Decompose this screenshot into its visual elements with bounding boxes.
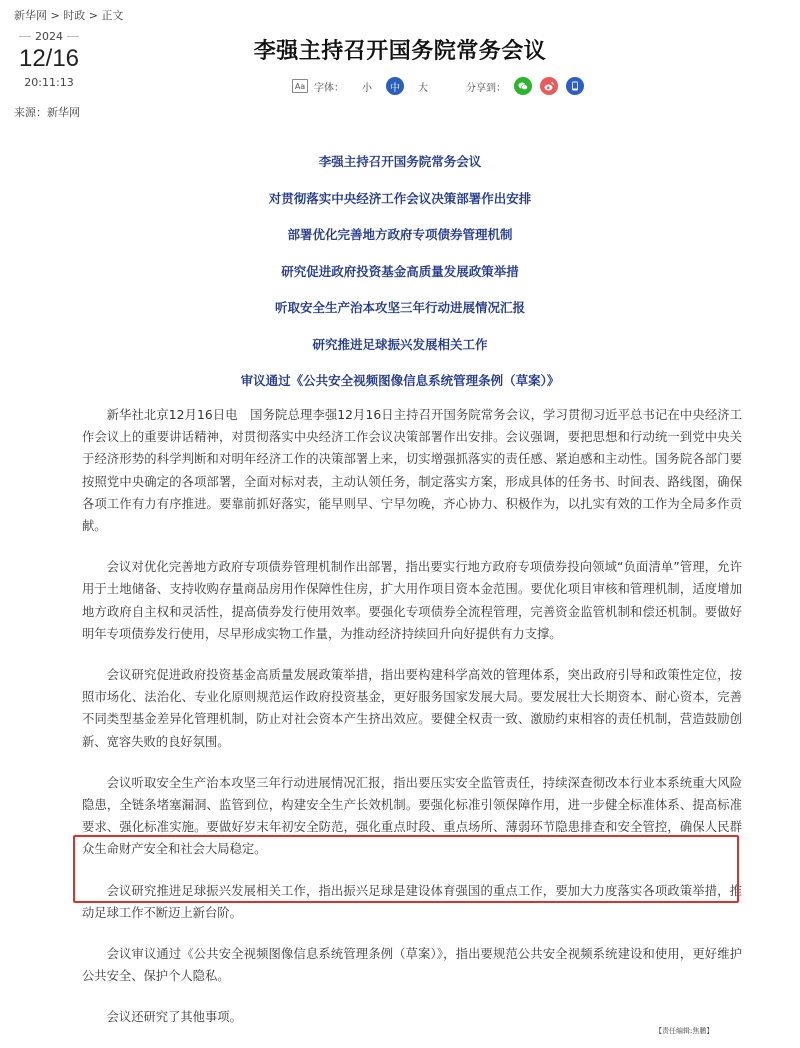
article-paragraph: 会议听取安全生产治本攻坚三年行动进展情况汇报，指出要压实安全监管责任，持续深查彻改本行业本系统重大风险隐患，全链条堵塞漏洞、监管到位，构建安全生产长效机制。要强化标准引领保障作用，进一步健全标准体系、提高标准要求、强化标准实施。要做好岁末年初安全防范，强化重点时段、重点场所、薄弱环节隐患排查和安全管控，确保人民群众生命财产安全和社会大局稳定。 [82,775,742,857]
article-paragraph: 会议研究促进政府投资基金高质量发展政策举措，指出要构建科学高效的管理体系，突出政府引导和政策性定位，按照市场化、法治化、专业化原则规范运作政府投资基金，更好服务国家发展大局。要发展壮大长期资本、耐心资本，完善不同类型基金差异化管理机制，防止对社会资本产生挤出效应。要健全权责一致、激励约束相容的责任机制，营造鼓励创新、宽容失败的良好氛围。 [82,668,742,749]
breadcrumb-separator: > [47,9,64,22]
font-size-icon: Aa [292,79,308,93]
font-size-label: 字体： [314,82,344,94]
article-body [82,404,742,1048]
publish-year: 2024 [35,30,63,43]
highlight-annotation-box [73,835,739,903]
article-toolbar [292,77,584,95]
breadcrumb [14,7,123,23]
article-paragraph: 新华社北京12月16日电 国务院总理李强12月16日主持召开国务院常务会议，学习贯彻习近平总书记在中央经济工作会议上的重要讲话精神，对贯彻落实中央经济工作会议决策部署作出安排。会议强调，要把思想和行动统一到党中央关于经济形势的科学判断和对明年经济工作的决策部署上来，切实增强抓落实的责任感、紧迫感和主动性。国务院各部门要按照党中央确定的各项部署，全面对标对表，主动认领任务，制定落实方案，形成具体的任务书、时间表、路线图，确保各项工作有力有序推进。要靠前抓好落实，能早则早、宁早勿晚，齐心协力、积极作为，以扎实有效的工作为全局多作贡献。 [82,408,742,534]
wechat-icon [517,80,529,92]
article-paragraph: 会议还研究了其他事项。 [106,1010,242,1025]
summary-heading: 研究促进政府投资基金高质量发展政策举措 [281,263,519,279]
article-paragraph-highlighted: 会议研究推进足球振兴发展相关工作，指出振兴足球是建设体育强国的重点工作，要加大力度落实各项政策举措，推动足球工作不断迈上新台阶。 [82,883,742,920]
publish-time: 20:11:13 [24,76,74,89]
weibo-icon [543,80,555,92]
share-weibo-button[interactable] [540,77,558,95]
article-paragraph: 会议对优化完善地方政府专项债券管理机制作出部署，指出要实行地方政府专项债券投向领域“负面清单”管理，允许用于土地储备、支持收购存量商品房用作保障性住房，扩大用作项目资本金范围。要优化项目审核和管理机制，适度增加地方政府自主权和灵活性，提高债券发行使用效率。要强化专项债券全流程管理，完善资金监管机制和偿还机制。要做好明年专项债券发行使用，尽早形成实物工作量，为推动经济持续回升向好提供有力支撑。 [82,560,742,641]
font-size-medium-button[interactable]: 中 [386,77,404,95]
article-paragraph: 会议审议通过《公共安全视频图像信息系统管理条例（草案）》，指出要规范公共安全视频系统建设和使用，更好维护公共安全、保护个人隐私。 [82,947,742,984]
summary-heading: 审议通过《公共安全视频图像信息系统管理条例（草案）》 [240,373,560,388]
font-size-small-button[interactable]: 小 [362,82,372,94]
publish-month-day: 12/16 [18,45,80,72]
article-title: 李强主持召开国务院常务会议 [253,39,547,64]
breadcrumb-home-link[interactable]: 新华网 [14,9,47,22]
summary-heading: 对贯彻落实中央经济工作会议决策部署作出安排 [268,190,532,206]
share-label: 分享到： [466,82,506,94]
summary-headings [0,152,800,408]
share-mobile-button[interactable] [566,77,584,95]
summary-heading: 听取安全生产治本攻坚三年行动进展情况汇报 [274,300,525,315]
summary-heading: 部署优化完善地方政府专项债券管理机制 [287,227,513,242]
breadcrumb-current: 正文 [101,9,124,22]
font-size-large-button[interactable]: 大 [418,82,428,94]
responsible-editor: 【责任编辑:焦鹏】 [655,1027,714,1035]
article-source: 来源：新华网 [14,106,80,119]
breadcrumb-separator: > [85,9,102,22]
breadcrumb-politics-link[interactable]: 时政 [63,9,86,22]
mobile-icon [569,80,581,92]
summary-heading: 研究推进足球振兴发展相关工作 [312,336,488,352]
share-wechat-button[interactable] [514,77,532,95]
summary-heading: 李强主持召开国务院常务会议 [318,154,482,169]
